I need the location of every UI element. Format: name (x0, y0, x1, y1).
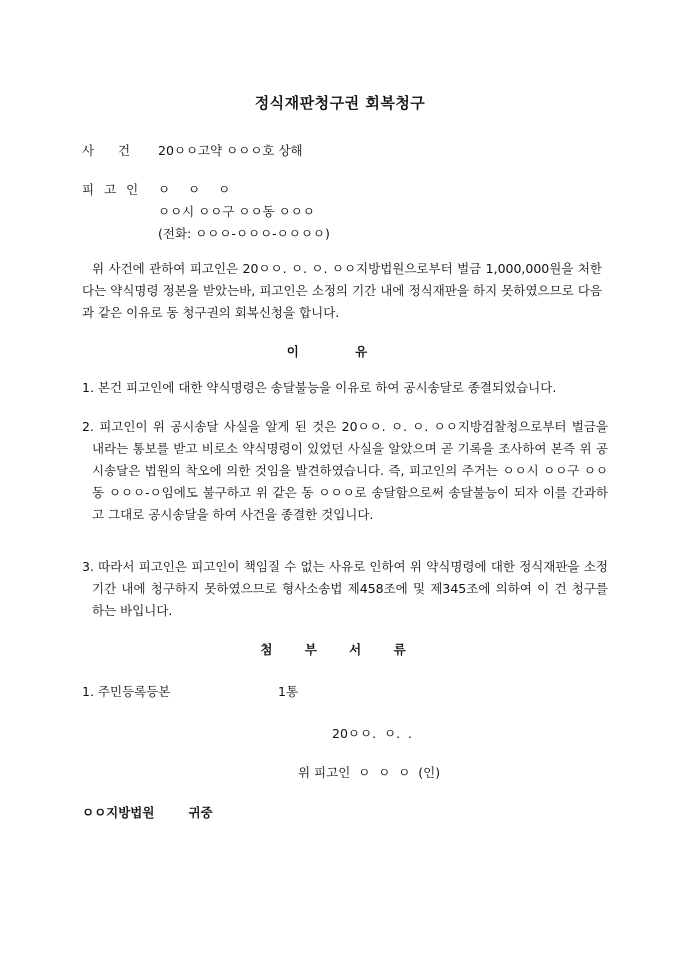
document-title: 정식재판청구권 회복청구 (254, 94, 426, 112)
intro-paragraph: 위 사건에 관하여 피고인은 20ㅇㅇ. ㅇ. ㅇ. ㅇㅇ지방법원으로부터 벌금 1,000,000원을 처한다는 약식명령 정본을 받았는바, 피고인은 소정의 기간 내에 정식재판을 하지 못하였으므로 다음과 같은 이유로 동 청구권의 회복신청을 합니다. (82, 261, 602, 320)
reasons-heading: 이 유 (286, 344, 394, 359)
defendant-address: ㅇㅇ시 ㅇㅇ구 ㅇㅇ동 ㅇㅇㅇ (158, 204, 315, 219)
attachment-item-name: 1. 주민등록등본 (82, 684, 171, 699)
defendant-name: ㅇ ㅇ ㅇ (158, 182, 231, 197)
signature-line: 위 피고인 ㅇ ㅇ ㅇ (인) (298, 765, 441, 780)
court-name: ㅇㅇ지방법원 (82, 805, 155, 820)
case-value: 20ㅇㅇ고약 ㅇㅇㅇ호 상해 (158, 143, 303, 158)
defendant-label: 피고인 (82, 182, 149, 197)
case-label: 사 건 (82, 143, 141, 158)
reason-item-2: 2. 피고인이 위 공시송달 사실을 알게 된 것은 20ㅇㅇ. ㅇ. ㅇ. ㅇㅇ지방검찰청으로부터 벌금을 내라는 통보를 받고 비로소 약식명령이 있었던 사실을 알았으며 곧 기록을 조사하여 본즉 위 공시송달은 법원의 착오에 의한 것임을 발견하였습니다. 즉, 피고인의 주거는 ㅇㅇ시 ㅇㅇ구 ㅇㅇ동 ㅇㅇㅇ-ㅇ임에도 불구하고 위 같은 동 ㅇㅇㅇ로 송달함으로써 송달불능이 되자 이를 간과하고 그대로 공시송달을 하여 사건을 종결한 것입니다. (82, 419, 608, 522)
court-suffix: 귀중 (188, 805, 213, 820)
reason-item-3: 3. 따라서 피고인은 피고인이 책임질 수 없는 사유로 인하여 위 약식명령에 대한 정식재판을 소정기간 내에 청구하지 못하였으므로 형사소송법 제458조에 및 제345조에 의하여 이 건 청구를 하는 바입니다. (82, 559, 608, 618)
reason-item-1: 1. 본건 피고인에 대한 약식명령은 송달불능을 이유로 하여 공시송달로 종결되었습니다. (82, 380, 557, 395)
attachments-heading: 첨 부 서 류 (260, 642, 420, 657)
court-addressee (82, 803, 213, 821)
document-date: 20ㅇㅇ. ㅇ. . (332, 726, 412, 741)
attachment-item-count: 1통 (278, 684, 299, 699)
defendant-phone: (전화: ㅇㅇㅇ-ㅇㅇㅇ-ㅇㅇㅇㅇ) (158, 226, 330, 241)
